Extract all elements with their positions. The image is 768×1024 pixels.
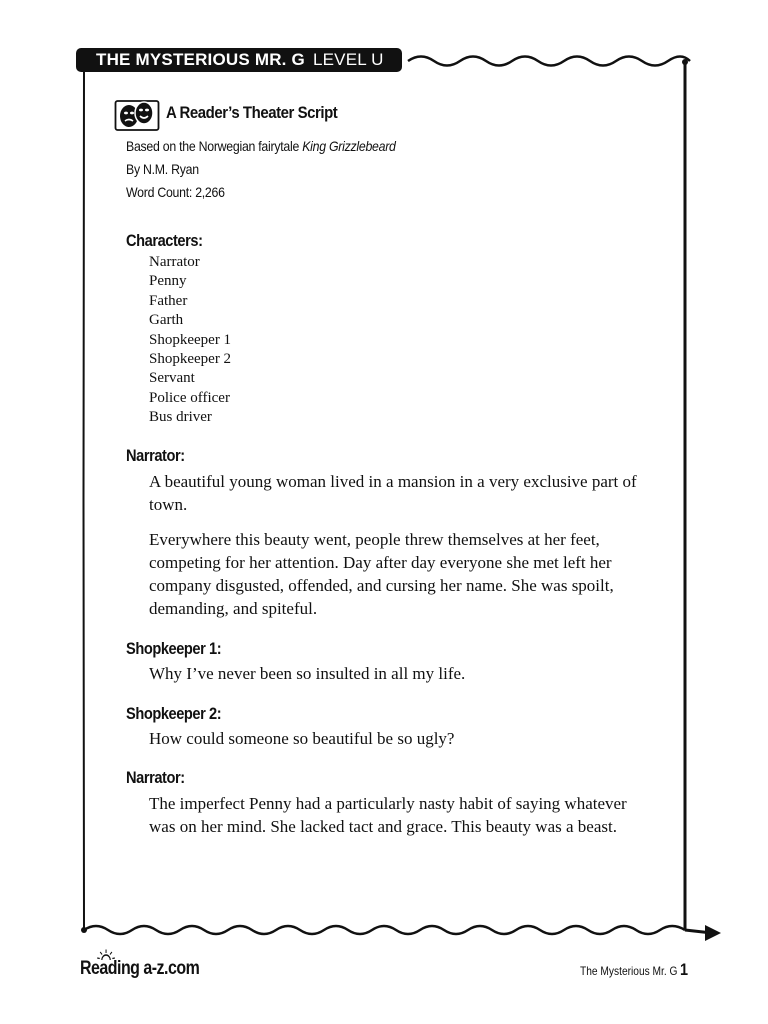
speech-paragraph: Everywhere this beauty went, people threw themselves at her feet, competing for her attention. Day after day everyone she met left her company disgusted, offended, and cursing her name. She was spoilt, demanding, and spiteful. — [149, 530, 614, 618]
character-item: Father — [149, 292, 188, 309]
based-on-line — [126, 138, 396, 154]
character-item: Bus driver — [149, 409, 212, 426]
page-number: 1 — [680, 960, 689, 979]
speech-paragraph: The imperfect Penny had a particularly nasty habit of saying whatever was on her mind. She lacked tact and grace. This beauty was a beast. — [149, 794, 627, 836]
character-item: Shopkeeper 1 — [149, 331, 232, 348]
arrow-right-icon — [685, 925, 721, 941]
script-title: A Reader’s Theater Script — [166, 103, 338, 122]
speech-paragraph: Why I’ve never been so insulted in all my life. — [149, 664, 466, 683]
speech-block — [149, 727, 649, 750]
speaker-heading: Narrator: — [126, 768, 185, 787]
character-list — [149, 253, 231, 428]
word-count: Word Count: 2,266 — [126, 184, 225, 200]
header-tab — [76, 48, 402, 72]
logo-text: Reading a-z.com — [80, 958, 200, 979]
top-wavy-border — [408, 57, 690, 66]
left-border — [84, 70, 85, 930]
speaker-heading: Narrator: — [126, 446, 185, 465]
speech-paragraph: A beautiful young woman lived in a mansion in a very exclusive part of town. — [149, 472, 637, 514]
theater-masks-icon — [114, 97, 160, 133]
speech-block — [149, 470, 649, 620]
author-line: By N.M. Ryan — [126, 161, 199, 177]
speaker-heading: Shopkeeper 2: — [126, 704, 222, 723]
book-title-header: THE MYSTERIOUS MR. G — [96, 50, 305, 69]
reading-az-logo — [80, 958, 199, 980]
character-item: Narrator — [149, 254, 200, 270]
character-item: Penny — [149, 273, 187, 290]
based-on-prefix: Based on the Norwegian fairytale — [126, 138, 300, 154]
speaker-heading: Shopkeeper 1: — [126, 639, 222, 658]
sun-icon — [97, 949, 115, 961]
characters-heading: Characters: — [126, 231, 203, 250]
speech-paragraph: How could someone so beautiful be so ugly? — [149, 729, 455, 748]
character-item: Garth — [149, 312, 184, 329]
speech-block — [149, 792, 649, 838]
speech-block — [149, 662, 649, 685]
character-item: Servant — [149, 370, 195, 387]
level-label: LEVEL U — [312, 50, 384, 69]
character-item: Police officer — [149, 389, 230, 406]
character-item: Shopkeeper 2 — [149, 350, 232, 367]
source-tale-title: King Grizzlebeard — [302, 138, 396, 154]
bottom-wavy-border — [84, 926, 685, 934]
footer-book-title: The Mysterious Mr. G — [580, 964, 678, 978]
